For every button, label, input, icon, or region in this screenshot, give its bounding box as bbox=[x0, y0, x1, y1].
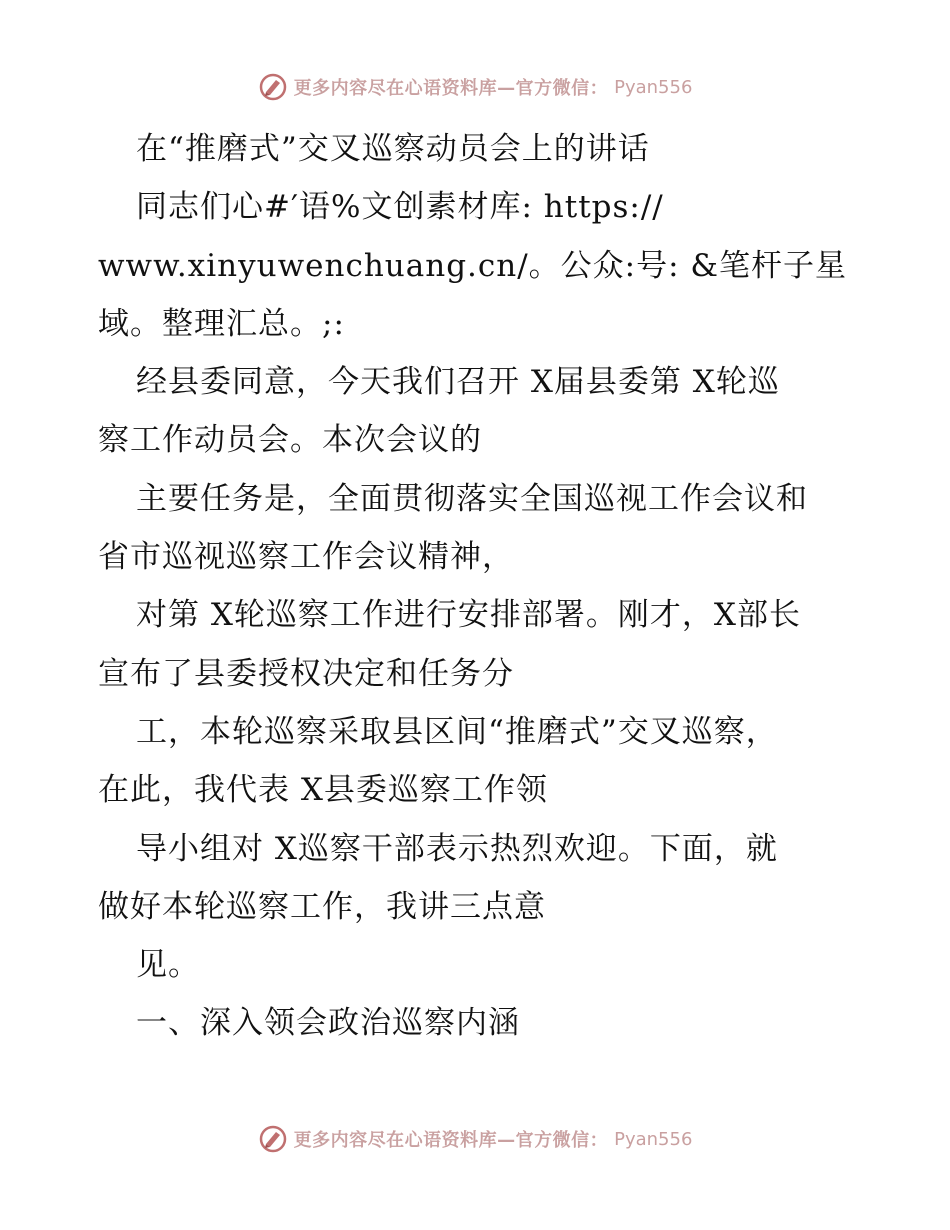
pen-seal-icon bbox=[258, 1124, 288, 1154]
document-line: 工，本轮巡察采取县区间“推磨式”交叉巡察， bbox=[136, 713, 778, 750]
document-line: 一、深入领会政治巡察内涵 bbox=[136, 1005, 520, 1042]
document-line: 在“推磨式”交叉巡察动员会上的讲话 bbox=[136, 131, 650, 167]
document-line: 主要任务是，全面贯彻落实全国巡视工作会议和 bbox=[136, 480, 808, 517]
document-line: 域。整理汇总。;: bbox=[98, 305, 345, 342]
document-line: 察工作动员会。本次会议的 bbox=[98, 422, 482, 459]
footer-watermark bbox=[0, 1124, 950, 1154]
document-line: 同志们心#′语%文创素材库: https:// bbox=[136, 189, 664, 226]
pen-seal-icon bbox=[258, 72, 288, 102]
document-line: 见。 bbox=[136, 947, 200, 984]
document-line: 对第 X轮巡察工作进行安排部署。刚才，X部长 bbox=[136, 597, 801, 634]
watermark-text: 更多内容尽在心语资料库—官方微信： bbox=[293, 78, 609, 99]
document-line: 省市巡视巡察工作会议精神， bbox=[98, 539, 514, 576]
document-line: 在此，我代表 X县委巡察工作领 bbox=[98, 772, 548, 809]
document-line: 经县委同意，今天我们召开 X届县委第 X轮巡 bbox=[136, 364, 780, 401]
document-body bbox=[98, 120, 858, 1053]
watermark-text: 更多内容尽在心语资料库—官方微信： bbox=[293, 1130, 609, 1151]
document-line: 导小组对 X巡察干部表示热烈欢迎。下面，就 bbox=[136, 830, 778, 867]
header-watermark bbox=[0, 72, 950, 102]
document-line: www.xinyuwenchuang.cn/。公众:号: &笔杆子星 bbox=[98, 247, 848, 284]
watermark-brand: Pyan556 bbox=[614, 1128, 693, 1150]
document-line: 宣布了县委授权决定和任务分 bbox=[98, 655, 514, 692]
watermark-brand: Pyan556 bbox=[614, 76, 693, 98]
document-line: 做好本轮巡察工作，我讲三点意 bbox=[98, 888, 546, 925]
